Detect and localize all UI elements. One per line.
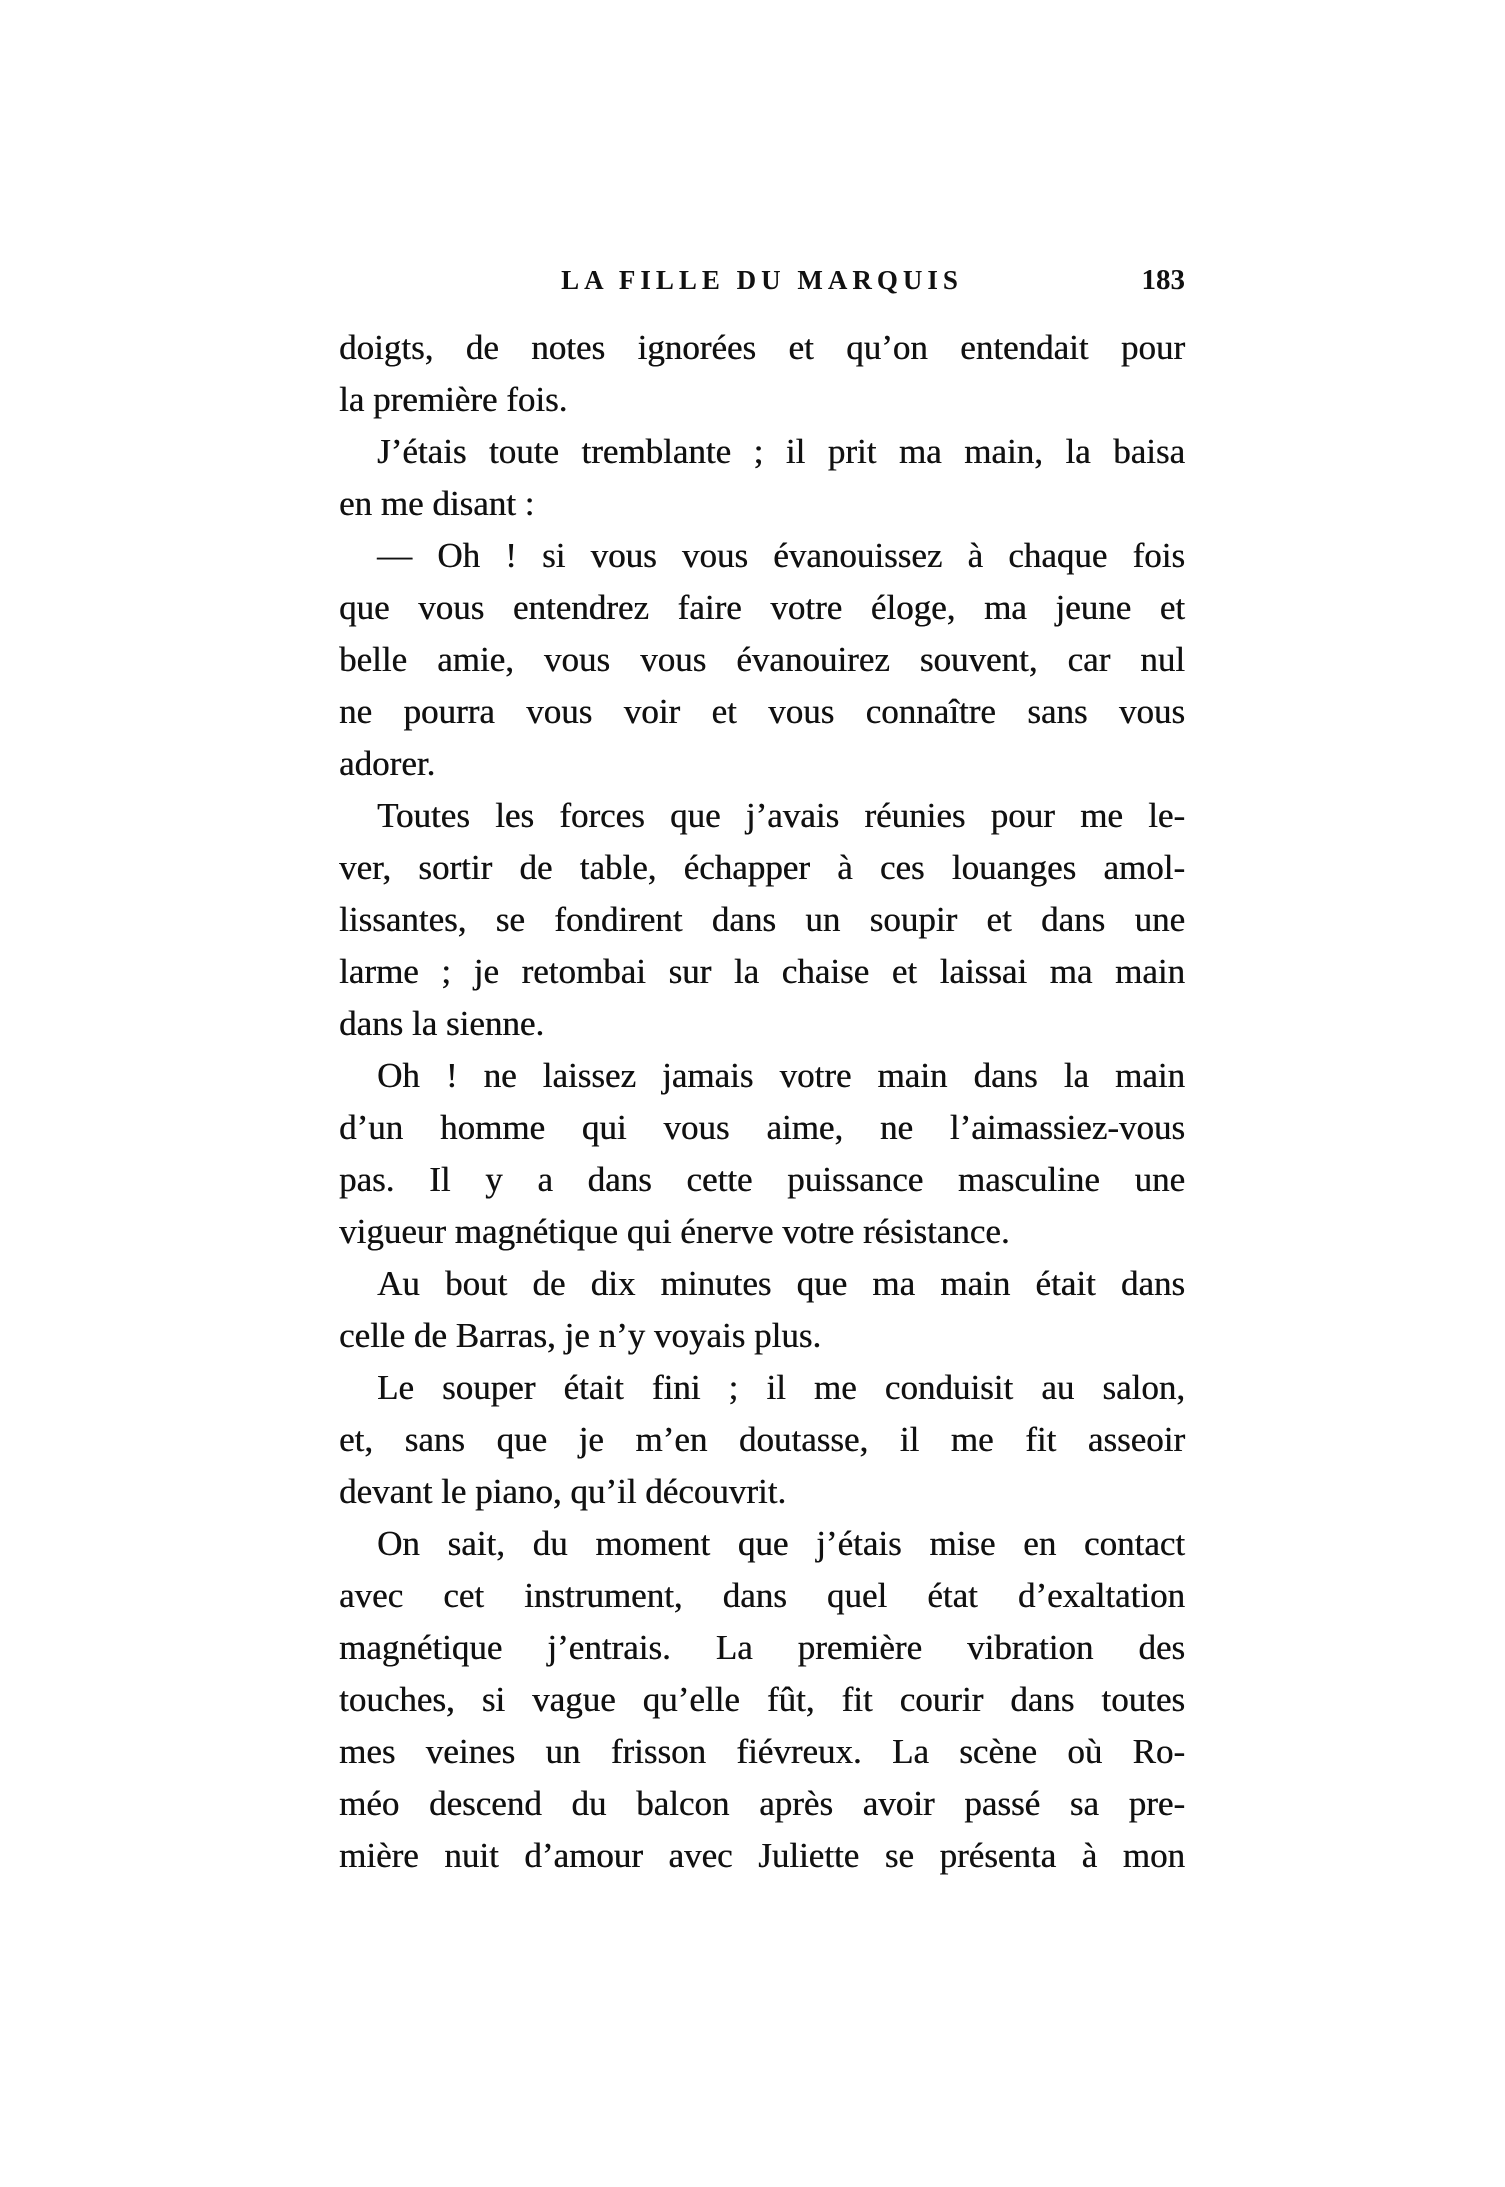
text-line: et, sans que je m’en doutasse, il me fit asseoir <box>339 1420 1185 1459</box>
text-line: touches, si vague qu’elle fût, fit courir dans toutes <box>339 1680 1185 1719</box>
text-line: doigts, de notes ignorées et qu’on entendait pour <box>339 328 1185 367</box>
text-line: mes veines un frisson fiévreux. La scène où Ro- <box>339 1732 1185 1771</box>
text-line: magnétique j’entrais. La première vibration des <box>339 1628 1185 1667</box>
text-line: méo descend du balcon après avoir passé sa pre- <box>339 1784 1185 1823</box>
text-line: ver, sortir de table, échapper à ces louanges amol- <box>339 848 1185 887</box>
text-line: Toutes les forces que j’avais réunies pour me le- <box>377 796 1185 835</box>
text-line: adorer. <box>339 744 436 783</box>
page-number: 183 <box>1141 264 1185 296</box>
text-line: lissantes, se fondirent dans un soupir et dans une <box>339 900 1185 939</box>
text-line: d’un homme qui vous aime, ne l’aimassiez-vous <box>339 1108 1185 1147</box>
running-title: LA FILLE DU MARQUIS <box>561 265 963 295</box>
text-line: belle amie, vous vous évanouirez souvent, car nul <box>339 640 1185 679</box>
text-line: mière nuit d’amour avec Juliette se présenta à mon <box>339 1836 1185 1875</box>
text-line: en me disant : <box>339 484 535 523</box>
text-line: Au bout de dix minutes que ma main était dans <box>377 1264 1185 1303</box>
text-line: devant le piano, qu’il découvrit. <box>339 1472 787 1511</box>
text-line: avec cet instrument, dans quel état d’exaltation <box>339 1576 1185 1615</box>
text-line: On sait, du moment que j’étais mise en contact <box>377 1524 1185 1563</box>
text-line: — Oh ! si vous vous évanouissez à chaque fois <box>377 536 1185 575</box>
text-line: la première fois. <box>339 380 568 419</box>
text-line: larme ; je retombai sur la chaise et laissai ma main <box>339 952 1185 991</box>
text-line: que vous entendrez faire votre éloge, ma jeune et <box>339 588 1185 627</box>
text-line: J’étais toute tremblante ; il prit ma main, la baisa <box>377 432 1185 471</box>
text-line: vigueur magnétique qui énerve votre résistance. <box>339 1212 1010 1251</box>
text-line: Le souper était fini ; il me conduisit au salon, <box>377 1368 1185 1407</box>
text-line: pas. Il y a dans cette puissance masculine une <box>339 1160 1185 1199</box>
text-line: ne pourra vous voir et vous connaître sans vous <box>339 692 1185 731</box>
body-text <box>339 322 1185 1882</box>
text-line: dans la sienne. <box>339 1004 545 1043</box>
text-line: Oh ! ne laissez jamais votre main dans la main <box>377 1056 1185 1095</box>
text-line: celle de Barras, je n’y voyais plus. <box>339 1316 822 1355</box>
page-header <box>339 258 1185 302</box>
